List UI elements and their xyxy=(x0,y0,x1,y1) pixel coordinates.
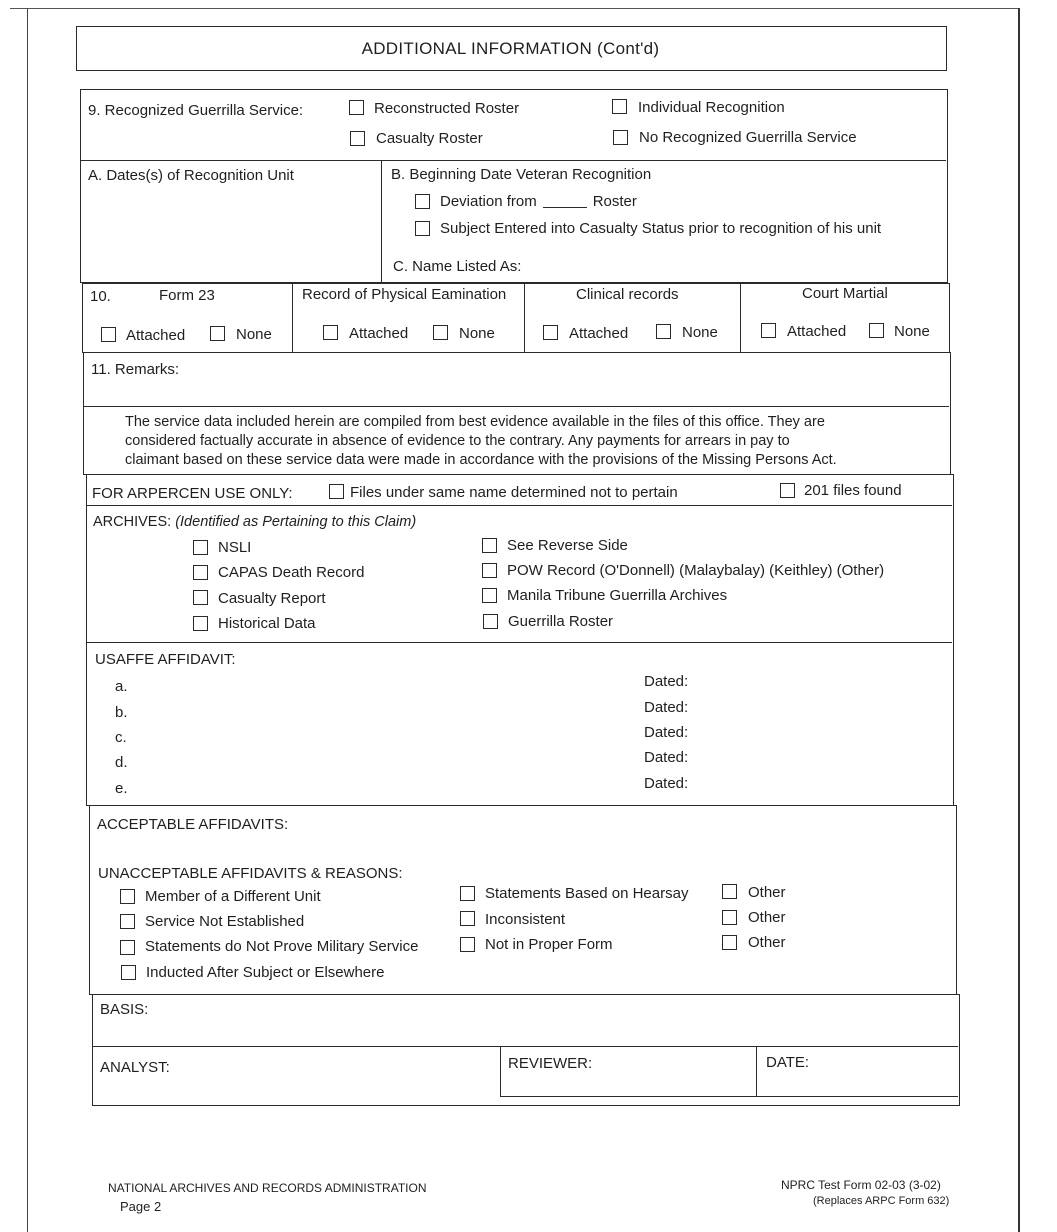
inconsistent-label: Inconsistent xyxy=(485,911,566,928)
form23-none-checkbox[interactable] xyxy=(210,326,225,341)
other-2-label: Other xyxy=(748,909,786,926)
divider xyxy=(83,406,949,407)
pow-record-label: POW Record (O'Donnell) (Malaybalay) (Keithley) (Other) xyxy=(507,562,885,579)
divider xyxy=(756,1046,757,1096)
inconsistent-checkbox[interactable] xyxy=(460,911,475,926)
divider xyxy=(86,505,952,506)
other-3-label: Other xyxy=(748,934,786,951)
individual-recognition-checkbox[interactable] xyxy=(612,99,627,114)
page-edge-right xyxy=(1018,8,1020,1232)
service-not-established-label: Service Not Established xyxy=(145,913,305,930)
deviation-from-roster: Deviation from Roster xyxy=(440,193,637,210)
footer-replaces: (Replaces ARPC Form 632) xyxy=(813,1195,950,1207)
usaffe-dated-e: Dated: xyxy=(644,775,689,792)
clinical-records-title: Clinical records xyxy=(576,286,679,303)
subject-entered-label: Subject Entered into Casualty Status prior to recognition of his unit xyxy=(440,220,882,237)
clinical-none-checkbox[interactable] xyxy=(656,324,671,339)
historical-data-label: Historical Data xyxy=(218,615,316,632)
nsli-checkbox[interactable] xyxy=(193,540,208,555)
form23-title: Form 23 xyxy=(159,287,215,304)
statement-line-1: The service data included herein are compiled from best evidence available in the files of this office. They are xyxy=(125,414,825,430)
service-not-established-checkbox[interactable] xyxy=(120,914,135,929)
not-proper-form-checkbox[interactable] xyxy=(460,937,475,952)
remarks-label: 11. Remarks: xyxy=(91,361,180,378)
physical-exam-none-checkbox[interactable] xyxy=(433,325,448,340)
form23-none-label: None xyxy=(236,326,272,343)
files-201-label: 201 files found xyxy=(804,482,902,499)
usaffe-dated-c: Dated: xyxy=(644,724,689,741)
court-martial-none-checkbox[interactable] xyxy=(869,323,884,338)
usaffe-dated-b: Dated: xyxy=(644,699,689,716)
divider xyxy=(500,1046,501,1096)
capas-death-record-label: CAPAS Death Record xyxy=(218,564,365,581)
guerrilla-roster-label: Guerrilla Roster xyxy=(508,613,614,630)
physical-exam-title: Record of Physical Eamination xyxy=(302,286,507,303)
see-reverse-side-checkbox[interactable] xyxy=(482,538,497,553)
usaffe-item-a: a. xyxy=(115,678,128,695)
not-proper-form-label: Not in Proper Form xyxy=(485,936,613,953)
casualty-report-checkbox[interactable] xyxy=(193,590,208,605)
divider xyxy=(86,642,952,643)
clinical-attached-checkbox[interactable] xyxy=(543,325,558,340)
name-listed-as-label: C. Name Listed As: xyxy=(393,258,522,275)
reviewer-label: REVIEWER: xyxy=(508,1055,593,1072)
analyst-label: ANALYST: xyxy=(100,1059,170,1076)
inducted-after-checkbox[interactable] xyxy=(121,965,136,980)
beginning-date-label: B. Beginning Date Veteran Recognition xyxy=(391,166,652,183)
divider xyxy=(524,283,525,352)
footer-agency: NATIONAL ARCHIVES AND RECORDS ADMINISTRATION xyxy=(108,1181,427,1195)
manila-tribune-checkbox[interactable] xyxy=(482,588,497,603)
unacceptable-affidavits-label: UNACCEPTABLE AFFIDAVITS & REASONS: xyxy=(98,865,403,882)
physical-exam-none-label: None xyxy=(459,325,495,342)
other-2-checkbox[interactable] xyxy=(722,910,737,925)
form23-attached-checkbox[interactable] xyxy=(101,327,116,342)
files-not-pertain-label: Files under same name determined not to pertain xyxy=(350,484,678,501)
reconstructed-roster-checkbox[interactable] xyxy=(349,100,364,115)
date-label: DATE: xyxy=(766,1054,810,1071)
not-prove-service-label: Statements do Not Prove Military Service xyxy=(145,938,419,955)
hearsay-checkbox[interactable] xyxy=(460,886,475,901)
casualty-report-label: Casualty Report xyxy=(218,590,326,607)
other-1-label: Other xyxy=(748,884,786,901)
usaffe-item-b: b. xyxy=(115,704,128,721)
court-martial-title: Court Martial xyxy=(802,285,888,302)
usaffe-dated-d: Dated: xyxy=(644,749,689,766)
manila-tribune-label: Manila Tribune Guerrilla Archives xyxy=(507,587,728,604)
nsli-label: NSLI xyxy=(218,539,252,556)
usaffe-item-d: d. xyxy=(115,754,128,771)
hearsay-label: Statements Based on Hearsay xyxy=(485,885,689,902)
reconstructed-roster-label: Reconstructed Roster xyxy=(374,100,520,117)
divider xyxy=(381,160,382,282)
not-prove-service-checkbox[interactable] xyxy=(120,940,135,955)
acceptable-affidavits-label: ACCEPTABLE AFFIDAVITS: xyxy=(97,816,289,833)
usaffe-item-e: e. xyxy=(115,780,128,797)
casualty-roster-label: Casualty Roster xyxy=(376,130,483,147)
deviation-checkbox[interactable] xyxy=(415,194,430,209)
files-not-pertain-checkbox[interactable] xyxy=(329,484,344,499)
no-recognized-guerrilla-checkbox[interactable] xyxy=(613,130,628,145)
physical-exam-attached-checkbox[interactable] xyxy=(323,325,338,340)
casualty-roster-checkbox[interactable] xyxy=(350,131,365,146)
footer-page-number: Page 2 xyxy=(120,1199,162,1214)
clinical-attached-label: Attached xyxy=(569,325,629,342)
physical-exam-attached-label: Attached xyxy=(349,325,409,342)
archives-heading: ARCHIVES: (Identified as Pertaining to this Claim) xyxy=(93,514,417,530)
no-recognized-guerrilla-label: No Recognized Guerrilla Service xyxy=(639,129,857,146)
historical-data-checkbox[interactable] xyxy=(193,616,208,631)
court-martial-none-label: None xyxy=(894,323,930,340)
capas-death-record-checkbox[interactable] xyxy=(193,565,208,580)
divider xyxy=(292,283,293,352)
page-title: ADDITIONAL INFORMATION (Cont'd) xyxy=(361,39,660,58)
footer-form-id: NPRC Test Form 02-03 (3-02) xyxy=(781,1178,941,1192)
deviation-blank[interactable] xyxy=(543,207,587,208)
other-3-checkbox[interactable] xyxy=(722,935,737,950)
usaffe-item-c: c. xyxy=(115,729,127,746)
individual-recognition-label: Individual Recognition xyxy=(638,99,785,116)
different-unit-label: Member of a Different Unit xyxy=(145,888,321,905)
inducted-after-label: Inducted After Subject or Elsewhere xyxy=(146,964,385,981)
basis-box xyxy=(92,994,960,1106)
divider xyxy=(92,1046,958,1047)
files-201-checkbox[interactable] xyxy=(780,483,795,498)
see-reverse-side-label: See Reverse Side xyxy=(507,537,628,554)
section9-label: 9. Recognized Guerrilla Service: xyxy=(88,102,304,119)
subject-entered-checkbox[interactable] xyxy=(415,221,430,236)
arpercen-label: FOR ARPERCEN USE ONLY: xyxy=(92,485,293,502)
divider xyxy=(80,160,946,161)
statement-line-2: considered factually accurate in absence of evidence to the contrary. Any payments for arrears in pay to xyxy=(125,433,790,449)
basis-label: BASIS: xyxy=(100,1001,149,1018)
court-martial-attached-label: Attached xyxy=(787,323,847,340)
form23-attached-label: Attached xyxy=(126,327,186,344)
guerrilla-roster-checkbox[interactable] xyxy=(483,614,498,629)
usaffe-dated-a: Dated: xyxy=(644,673,689,690)
section10-number: 10. xyxy=(90,288,111,305)
divider xyxy=(500,1096,958,1097)
page-edge-top xyxy=(10,8,1020,9)
clinical-none-label: None xyxy=(682,324,718,341)
different-unit-checkbox[interactable] xyxy=(120,889,135,904)
pow-record-checkbox[interactable] xyxy=(482,563,497,578)
other-1-checkbox[interactable] xyxy=(722,884,737,899)
usaffe-affidavit-label: USAFFE AFFIDAVIT: xyxy=(95,651,236,668)
recognition-unit-dates-label: A. Dates(s) of Recognition Unit xyxy=(88,167,294,184)
page-edge-left xyxy=(27,8,28,1232)
divider xyxy=(740,283,741,352)
statement-line-3: claimant based on these service data were made in accordance with the provisions of the Missing Persons Act. xyxy=(125,452,837,468)
court-martial-attached-checkbox[interactable] xyxy=(761,323,776,338)
